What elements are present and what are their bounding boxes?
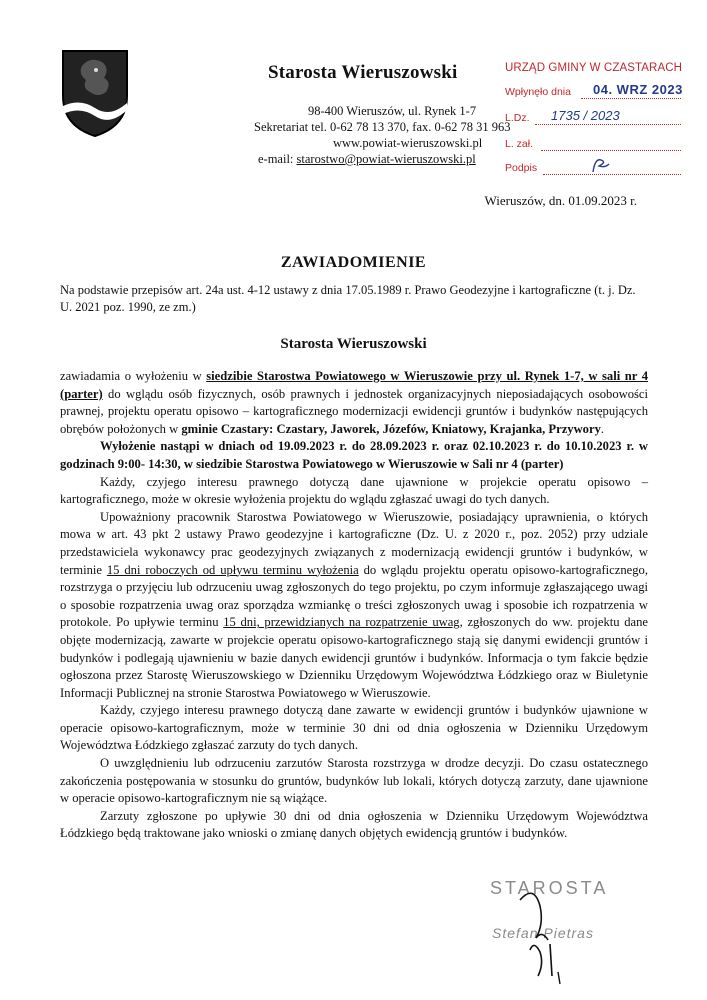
- stamp-dots: [581, 98, 681, 99]
- p1-location: siedzibie Starostwa Powiatowego w Wieruszowie przy ul. Rynek 1-7, w sali nr 4 (parter): [60, 369, 648, 401]
- signature-stamp-title: STAROSTA: [490, 878, 609, 898]
- legal-basis-paragraph: Na podstawie przepisów art. 24a ust. 4-12 ustawy z dnia 17.05.1989 r. Prawo Geodezyjne i kartograficzne (t. j. Dz. U. 2021 poz. 1990, ze zm.): [60, 283, 636, 314]
- stamp-ldz-label: L.Dz.: [505, 112, 530, 124]
- p4-text: Upoważniony pracownik Starostwa Powiatowego w Wieruszowie, posiadający uprawnienia, o których mowa w art. 43 pkt 2 ustawy Prawo geodezyjne i kartograficzne (Dz. U. z 2020 r., poz. 2052) przy udziale przedstawiciela wykonawcy prac geodezyjnych związanych z modernizacją ewidencji gruntów i budynków, w terminie: [60, 509, 648, 577]
- p4-deadline: 15 dni roboczych od upływu terminu wyłożenia: [106, 562, 359, 577]
- paragraph-procedure: [60, 509, 648, 703]
- p4-deadline: 15 dni, przewidzianych na rozpatrzenie uwag: [223, 615, 460, 630]
- email-link[interactable]: starostwo@powiat-wieruszowski.pl: [296, 152, 476, 166]
- stamp-initials-signature: [589, 154, 613, 176]
- p1-text: zawiadamia o wyłożeniu w: [60, 369, 207, 383]
- email-label: e-mail:: [258, 152, 297, 166]
- header-website[interactable]: www.powiat-wieruszowski.pl: [333, 136, 483, 150]
- stamp-dots: [541, 150, 681, 151]
- stamp-title: URZĄD GMINY W CZASTARACH: [505, 62, 683, 74]
- stamp-received-label: Wpłynęło dnia: [505, 86, 571, 98]
- stamp-lzal-label: L. zał.: [505, 138, 534, 150]
- subheading: Starosta Wieruszowski: [280, 336, 427, 352]
- paragraph-exhibition-location: [60, 368, 648, 438]
- stamp-ldz-value: 1735 / 2023: [551, 108, 620, 123]
- p4-text: , zgłoszonych do ww. projektu dane objęte modernizacją, zawarte w projekcie operatu opisowo-kartograficznego stają się danymi ewidencji gruntów i budynków i podlegają ujawnieniu w bazie danych ewidencji gruntów i budynków. Informacja o tym fakcie będzie ogłoszona przez Starostę Wieruszowskiego w Dzienniku Urzędowym Województwa Łódzkiego oraz w Biuletynie Informacji Publicznej na stronie Starostwa Powiatowego w Wieruszowie.: [60, 615, 649, 700]
- paragraph-decision: O uwzględnieniu lub odrzuceniu zarzutów Starosta rozstrzyga w drodze decyzji. Do czasu ostatecznego zakończenia postępowania w stosunku do gruntów, budynków lub lokali, których dotyczą zarzuty, dane ujawnione w operacie opisowo-kartograficznym nie są wiążące.: [60, 756, 648, 806]
- header-email-line: [258, 152, 476, 167]
- stamp-signature-label: Podpis: [505, 162, 538, 174]
- received-stamp: [505, 62, 690, 182]
- p1-text: .: [600, 421, 605, 436]
- paragraph-objections: Każdy, czyjego interesu prawnego dotyczą dane zawarte w ewidencji gruntów i budynków ujawnione w operacie opisowo-kartograficznym, może w terminie 30 dni od dnia ogłoszenia w Dzienniku Urzędowym Województwa Łódzkiego zgłaszać zarzuty do tych danych.: [60, 703, 648, 753]
- handwritten-signature: [500, 880, 610, 990]
- p1-text: do wglądu osób fizycznych, osób prawnych i jednostek organizacyjnych nieposiadających osobowości prawnej, projektu operatu opisowo – kartograficznego modernizacji ewidencji gruntów i budynków następujących obrębów położonych w: [60, 386, 648, 436]
- date-line: Wieruszów, dn. 01.09.2023 r.: [484, 193, 637, 208]
- paragraph-exhibition-dates: Wyłożenie nastąpi w dniach od 19.09.2023 r. do 28.09.2023 r. oraz 02.10.2023 r. do 10.10.2023 r. w godzinach 9:00- 14:30, w siedzibie Starostwa Powiatowego w Wieruszowie w Sali nr 4 (parter): [60, 439, 648, 471]
- p1-precincts: gminie Czastary: Czastary, Jaworek, Józefów, Kniatowy, Krajanka, Przywory: [181, 421, 601, 436]
- signature-stamp-name: Stefan Pietras: [492, 925, 594, 941]
- header-address: 98-400 Wieruszów, ul. Rynek 1-7: [308, 104, 477, 118]
- paragraph-late-objections: Zarzuty zgłoszone po upływie 30 dni od dnia ogłoszenia w Dzienniku Urzędowym Województwa Łódzkiego będą traktowane jako wnioski o zmianę danych objętych ewidencją gruntów i budynków.: [60, 808, 648, 841]
- stamp-dots: [535, 124, 681, 125]
- paragraph-remarks: Każdy, czyjego interesu prawnego dotyczą dane ujawnione w projekcie operatu opisowo – kartograficznego, może w okresie wyłożenia projektu do wglądu zgłaszać uwagi do tych danych.: [60, 474, 648, 507]
- stamp-received-value: 04. WRZ 2023: [593, 82, 683, 97]
- header-phone: Sekretariat tel. 0-62 78 13 370, fax. 0-62 78 31 963: [254, 120, 511, 134]
- coat-of-arms-logo: [60, 48, 130, 138]
- header-title: Starosta Wieruszowski: [268, 62, 458, 83]
- document-heading: ZAWIADOMIENIE: [280, 254, 427, 271]
- p4-text: do wglądu projektu operatu opisowo-kartograficznego, rozstrzyga o przyjęciu lub odrzuceniu uwag zgłoszonych do tego projektu, po czym informuje zgłaszającego uwagi o sposobie rozpatrzenia uwag oraz sporządza wzmiankę o treści zgłoszonych uwag i sposobie ich rozpatrzenia w protokole. Po upływie terminu: [60, 562, 648, 630]
- notice-body: [60, 368, 648, 843]
